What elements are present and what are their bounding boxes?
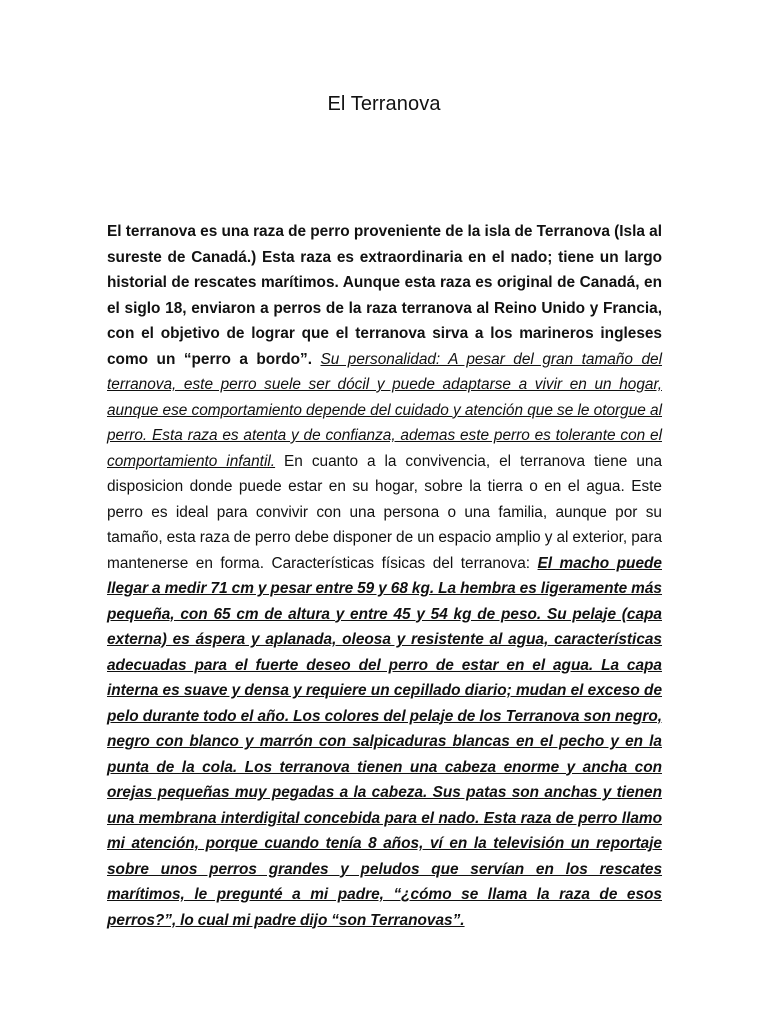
intro-text: El terranova es una raza de perro proveniente de la isla de Terranova (Isla al sureste de Canadá.) Esta raza es extraordinaria en el nado; tiene un largo historial de rescates marítimos. Aunque esta raza es original de Canadá, en el siglo 18, enviaron a perros de la raza terranova al Reino Unido y Francia, con el objetivo de lograr que el terranova sirva a los marineros ingleses como un “perro a bordo”. [107,223,662,368]
personality-text: Su personalidad: A pesar del gran tamaño del terranova, este perro suele ser dócil y puede adaptarse a vivir en un hogar, aunque ese comportamiento depende del cuidado y atención que se le otorgue al perro. Esta raza es atenta y de confianza, ademas este perro es tolerante con el comportamiento infantil. [107,350,662,470]
coexistence-text: En cuanto a la convivencia, el terranova tiene una disposicion donde puede estar en su hogar, sobre la tierra o en el agua. Este perro es ideal para convivir con una persona o una familia, aunque por su tamaño, esta raza de perro debe disponer de un espacio amplio y al exterior, para mantenerse en forma. Características físicas del terranova: [107,452,662,572]
document-title: El Terranova [327,93,441,115]
body-paragraph [107,219,662,933]
physical-traits-text: El macho puede llegar a medir 71 cm y pesar entre 59 y 68 kg. La hembra es ligeramente más pequeña, con 65 cm de altura y entre 45 y 54 kg de peso. Su pelaje (capa externa) es áspera y aplanada, oleosa y resistente al agua, características adecuadas para el fuerte deseo del perro de estar en el agua. La capa interna es suave y densa y requiere un cepillado diario; mudan el exceso de pelo durante todo el año. Los colores del pelaje de los Terranova son negro, negro con blanco y marrón con salpicaduras blancas en el pecho y en la punta de la cola. Los terranova tienen una cabeza enorme y ancha con orejas pequeñas muy pegadas a la cabeza. Sus patas son anchas y tienen una membrana interdigital concebida para el nado. Esta raza de perro llamo mi atención, porque cuando tenía 8 años, ví en la televisión un reportaje sobre unos perros grandes y peludos que servían en los rescates marítimos, le pregunté a mi padre, “¿cómo se llama la raza de esos perros?”, lo cual mi padre dijo “son Terranovas”. [107,554,662,929]
